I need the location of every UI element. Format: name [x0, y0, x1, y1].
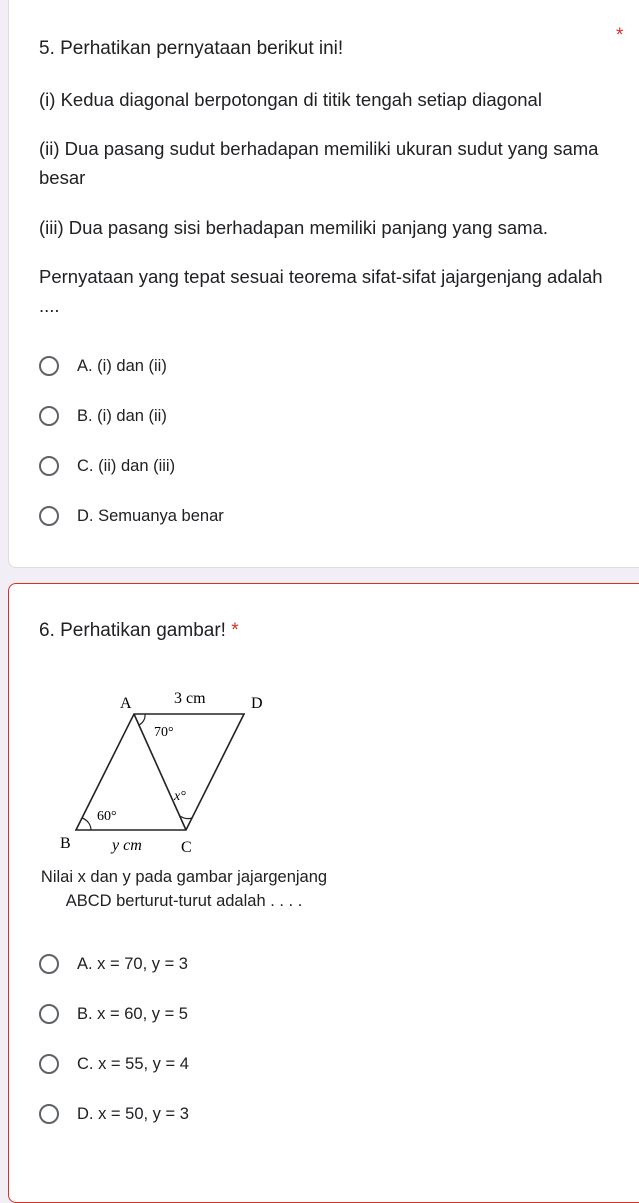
- radio-button[interactable]: [39, 954, 59, 974]
- radio-button[interactable]: [39, 1004, 59, 1024]
- option-label: C. x = 55, y = 4: [77, 1054, 189, 1073]
- label-a: A: [120, 695, 132, 712]
- label-d: D: [251, 695, 263, 712]
- angle-a-label: 70°: [154, 725, 174, 740]
- q5-option-c[interactable]: [39, 452, 175, 480]
- q6-option-d[interactable]: [39, 1100, 189, 1128]
- required-mark: *: [231, 620, 239, 641]
- q6-option-a[interactable]: [39, 950, 188, 978]
- angle-c-label: x°: [174, 789, 186, 804]
- radio-button[interactable]: [39, 406, 59, 426]
- option-label: B. (i) dan (ii): [77, 406, 167, 425]
- question-5-prompt: Pernyataan yang tepat sesuai teorema sifat-sifat jajargenjang adalah ....: [39, 266, 603, 316]
- top-side-label: 3 cm: [174, 690, 206, 707]
- q5-option-b[interactable]: [39, 402, 167, 430]
- option-label: A. (i) dan (ii): [77, 356, 167, 375]
- question-5-title: 5. Perhatikan pernyataan berikut ini!: [39, 38, 344, 59]
- radio-button[interactable]: [39, 506, 59, 526]
- q5-option-a[interactable]: [39, 352, 167, 380]
- statement-ii: (ii) Dua pasang sudut berhadapan memiliki ukuran sudut yang sama besar: [39, 138, 599, 188]
- radio-button[interactable]: [39, 456, 59, 476]
- question-6-title-text: 6. Perhatikan gambar!: [39, 620, 226, 641]
- option-label: C. (ii) dan (iii): [77, 456, 176, 475]
- option-label: A. x = 70, y = 3: [77, 954, 188, 973]
- bottom-side-label: y cm: [112, 837, 142, 854]
- label-b: B: [60, 835, 71, 852]
- angle-b-label: 60°: [97, 809, 117, 824]
- q6-option-c[interactable]: [39, 1050, 189, 1078]
- statement-i: (i) Kedua diagonal berpotongan di titik tengah setiap diagonal: [39, 89, 542, 110]
- question-card-5: [8, 0, 639, 568]
- parallelogram-figure: [54, 684, 284, 859]
- angle-c-arc: [180, 816, 192, 819]
- radio-button[interactable]: [39, 1104, 59, 1124]
- label-c: C: [181, 839, 192, 856]
- required-mark: *: [616, 25, 624, 46]
- option-label: D. x = 50, y = 3: [77, 1104, 189, 1123]
- q6-option-b[interactable]: [39, 1000, 188, 1028]
- question-6-caption: Nilai x dan y pada gambar jajargenjang ABCD berturut-turut adalah . . . .: [40, 868, 328, 910]
- angle-b-arc: [82, 818, 91, 830]
- radio-button[interactable]: [39, 1054, 59, 1074]
- q5-option-d[interactable]: [39, 502, 224, 530]
- radio-button[interactable]: [39, 356, 59, 376]
- question-6-title: [39, 619, 239, 643]
- question-card-6: [8, 583, 639, 1203]
- option-label: D. Semuanya benar: [77, 506, 224, 525]
- angle-a-arc: [139, 714, 145, 725]
- option-label: B. x = 60, y = 5: [77, 1004, 188, 1023]
- statement-iii: (iii) Dua pasang sisi berhadapan memiliki panjang yang sama.: [39, 217, 549, 238]
